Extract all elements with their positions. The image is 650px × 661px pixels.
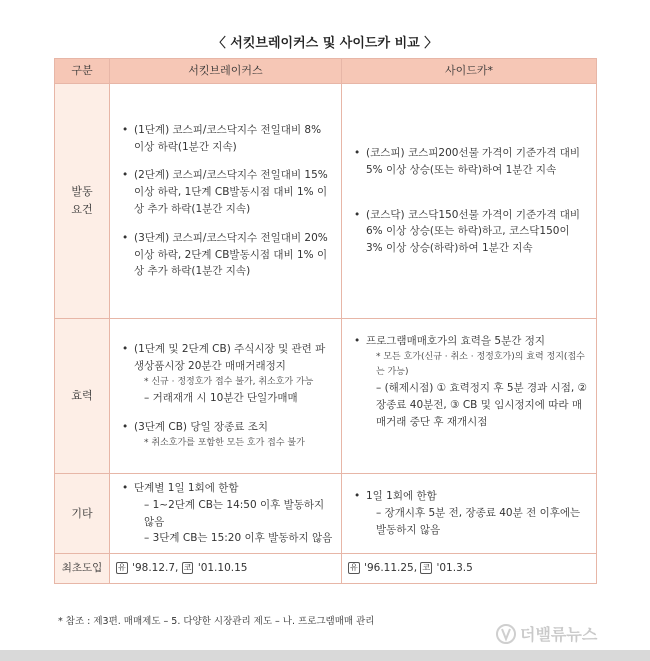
- cb-kospi-date: '98.12.7,: [132, 562, 179, 575]
- cb-effect-item1: • (1단계 및 2단계 CB) 주식시장 및 관련 파생상품시장 20분간 매매거래정지: [134, 343, 326, 372]
- kospi-market-badge: 유: [118, 563, 126, 573]
- row-label-first: 최초도입: [55, 554, 110, 584]
- header-category: 구분: [55, 59, 110, 84]
- row-other: [55, 474, 597, 554]
- thevaluenews-watermark: [496, 622, 597, 645]
- cb-kosdaq-date: '01.10.15: [197, 562, 248, 575]
- cb-other-dash1: – 1~2단계 CB는 14:50 이후 발동하지 않음: [144, 498, 325, 528]
- row-label-trigger: 발동 요건: [55, 84, 110, 319]
- sc-kospi-date: '96.11.25,: [364, 562, 418, 575]
- cb-effect-dash1: – 거래재개 시 10분간 단일가매매: [144, 392, 298, 404]
- table-title: 〈 서킷브레이커스 및 사이드카 비교 〉: [212, 36, 438, 51]
- cb-other-cell: [110, 474, 342, 554]
- list-item: [122, 341, 333, 407]
- kosdaq-market-badge: 코: [422, 563, 431, 573]
- sidecar-effect-cell: [342, 319, 597, 474]
- sidecar-other-cell: [342, 474, 597, 554]
- cb-other-dash2: – 3단계 CB는 15:20 이후 발동하지 않음: [144, 532, 333, 545]
- sc-kosdaq-date: '01.3.5: [436, 562, 473, 575]
- list-item: [122, 419, 333, 451]
- row-first-introduced: [55, 554, 597, 584]
- cb-effect-note1: * 신규 · 정정호가 접수 불가, 취소호가 가능: [144, 376, 314, 387]
- row-label-effect: 효력: [55, 319, 110, 474]
- header-row: [55, 59, 597, 84]
- list-item: [122, 480, 333, 547]
- cb-effect-note2: * 취소호가를 포함한 모든 호가 접수 불가: [144, 437, 305, 448]
- sc-other-item: • 1일 1회에 한함: [366, 490, 437, 503]
- sc-effect-note1: * 모든 호가(신규 · 취소 · 정정호가)의 효력 정지(접수는 가능): [376, 351, 585, 378]
- row-label-other: 기타: [55, 474, 110, 554]
- watermark-text: 더밸류뉴스: [520, 625, 598, 644]
- header-circuit-breaker: 서킷브레이커스: [110, 59, 342, 84]
- kosdaq-market-badge: 코: [183, 563, 192, 573]
- reference-footnote: * 참조 : 제3편. 매매제도 – 5. 다양한 시장관리 제도 – 나. 프로그램매매 관리: [58, 616, 375, 627]
- row-effect: [55, 319, 597, 474]
- list-item: • (코스닥) 코스닥150선물 가격이 기준가격 대비 6% 이상 상승(또는 하락)하고, 코스닥150이 3% 이상 상승(하락)하여 1분간 지속: [354, 207, 588, 257]
- list-item: • (3단계) 코스피/코스닥지수 전일대비 20% 이상 하락, 2단계 CB발동시점 대비 1% 이상 추가 하락(1분간 지속): [122, 230, 333, 280]
- header-sidecar: 사이드카*: [342, 59, 597, 84]
- cb-effect-cell: [110, 319, 342, 474]
- cb-trigger-cell: [110, 84, 342, 319]
- sc-other-dash1: – 장개시후 5분 전, 장종료 40분 전 이후에는 발동하지 않음: [376, 507, 581, 536]
- sidecar-trigger-cell: [342, 84, 597, 319]
- list-item: [354, 333, 588, 431]
- kospi-market-badge: 유: [350, 563, 358, 573]
- list-item: • (1단계) 코스피/코스닥지수 전일대비 8% 이상 하락(1분간 지속): [122, 122, 333, 156]
- list-item: • (2단계) 코스피/코스닥지수 전일대비 15% 이상 하락, 1단계 CB발동시점 대비 1% 이상 추가 하락(1분간 지속): [122, 167, 333, 217]
- row-trigger-conditions: [55, 84, 597, 319]
- cb-first-cell: [110, 554, 342, 584]
- bottom-strip: [0, 650, 650, 661]
- cb-effect-item2: • (3단계 CB) 당일 장종료 조치: [134, 420, 269, 433]
- cb-other-item: • 단계별 1일 1회에 한함: [134, 482, 239, 494]
- sc-effect-item1: • 프로그램매매호가의 효력을 5분간 정지: [366, 335, 545, 347]
- list-item: • (코스피) 코스피200선물 가격이 기준가격 대비 5% 이상 상승(또는 하락)하여 1분간 지속: [354, 145, 588, 179]
- list-item: [354, 488, 588, 538]
- comparison-table: [54, 58, 597, 584]
- thevaluenews-logo-icon: [496, 624, 516, 644]
- sc-effect-dash1: – (해제시점) ① 효력정지 후 5분 경과 시점, ② 장종료 40분전, ③ CB 및 임시정지에 따라 매매거래 중단 후 재개시점: [376, 382, 587, 428]
- sidecar-first-cell: [342, 554, 597, 584]
